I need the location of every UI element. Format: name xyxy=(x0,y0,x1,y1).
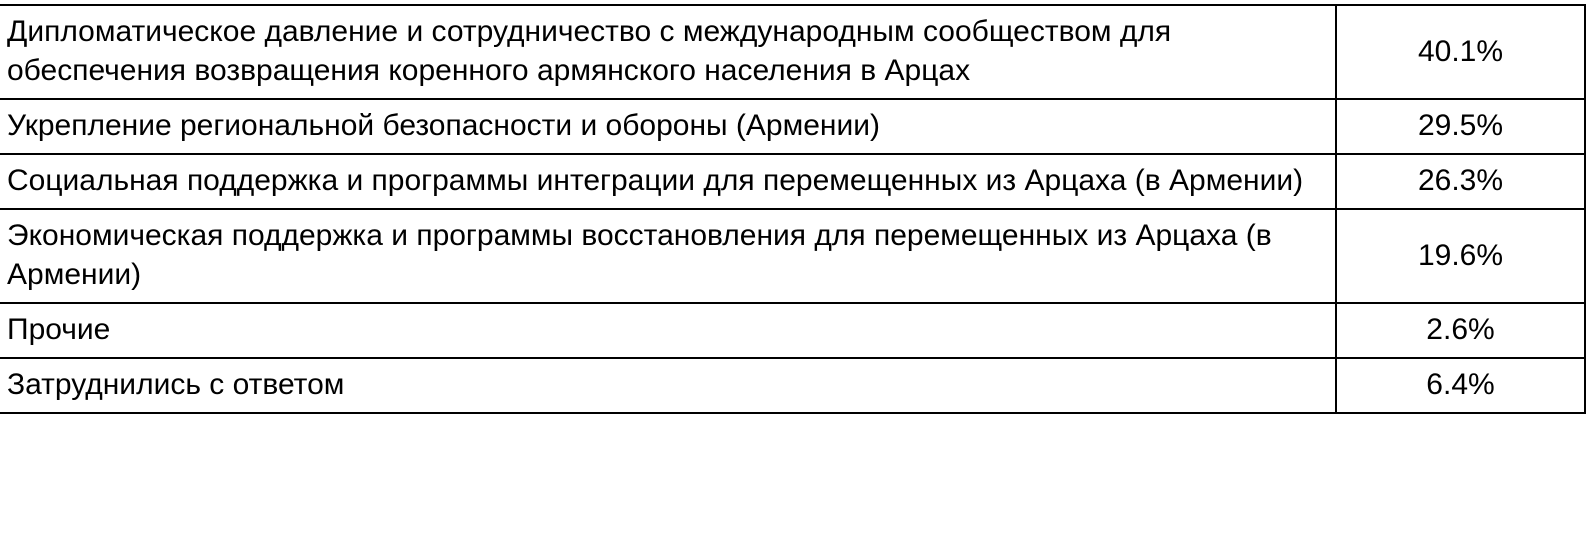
row-label: Социальная поддержка и программы интеграции для перемещенных из Арцаха (в Армении) xyxy=(0,154,1336,209)
row-value: 2.6% xyxy=(1336,303,1585,358)
table-row xyxy=(0,99,1585,154)
table-body xyxy=(0,5,1585,413)
table-row xyxy=(0,154,1585,209)
row-label: Дипломатическое давление и сотрудничество с международным сообществом для обеспечения возвращения коренного армянского населения в Арцах xyxy=(0,5,1336,99)
row-label: Прочие xyxy=(0,303,1336,358)
table-row xyxy=(0,303,1585,358)
row-value: 6.4% xyxy=(1336,358,1585,413)
table-row xyxy=(0,209,1585,303)
table-row xyxy=(0,358,1585,413)
row-value: 29.5% xyxy=(1336,99,1585,154)
row-value: 26.3% xyxy=(1336,154,1585,209)
table-row xyxy=(0,5,1585,99)
row-label: Укрепление региональной безопасности и обороны (Армении) xyxy=(0,99,1336,154)
row-label: Экономическая поддержка и программы восстановления для перемещенных из Арцаха (в Армении) xyxy=(0,209,1336,303)
row-value: 40.1% xyxy=(1336,5,1585,99)
survey-results-table xyxy=(0,4,1586,414)
row-label: Затруднились с ответом xyxy=(0,358,1336,413)
row-value: 19.6% xyxy=(1336,209,1585,303)
